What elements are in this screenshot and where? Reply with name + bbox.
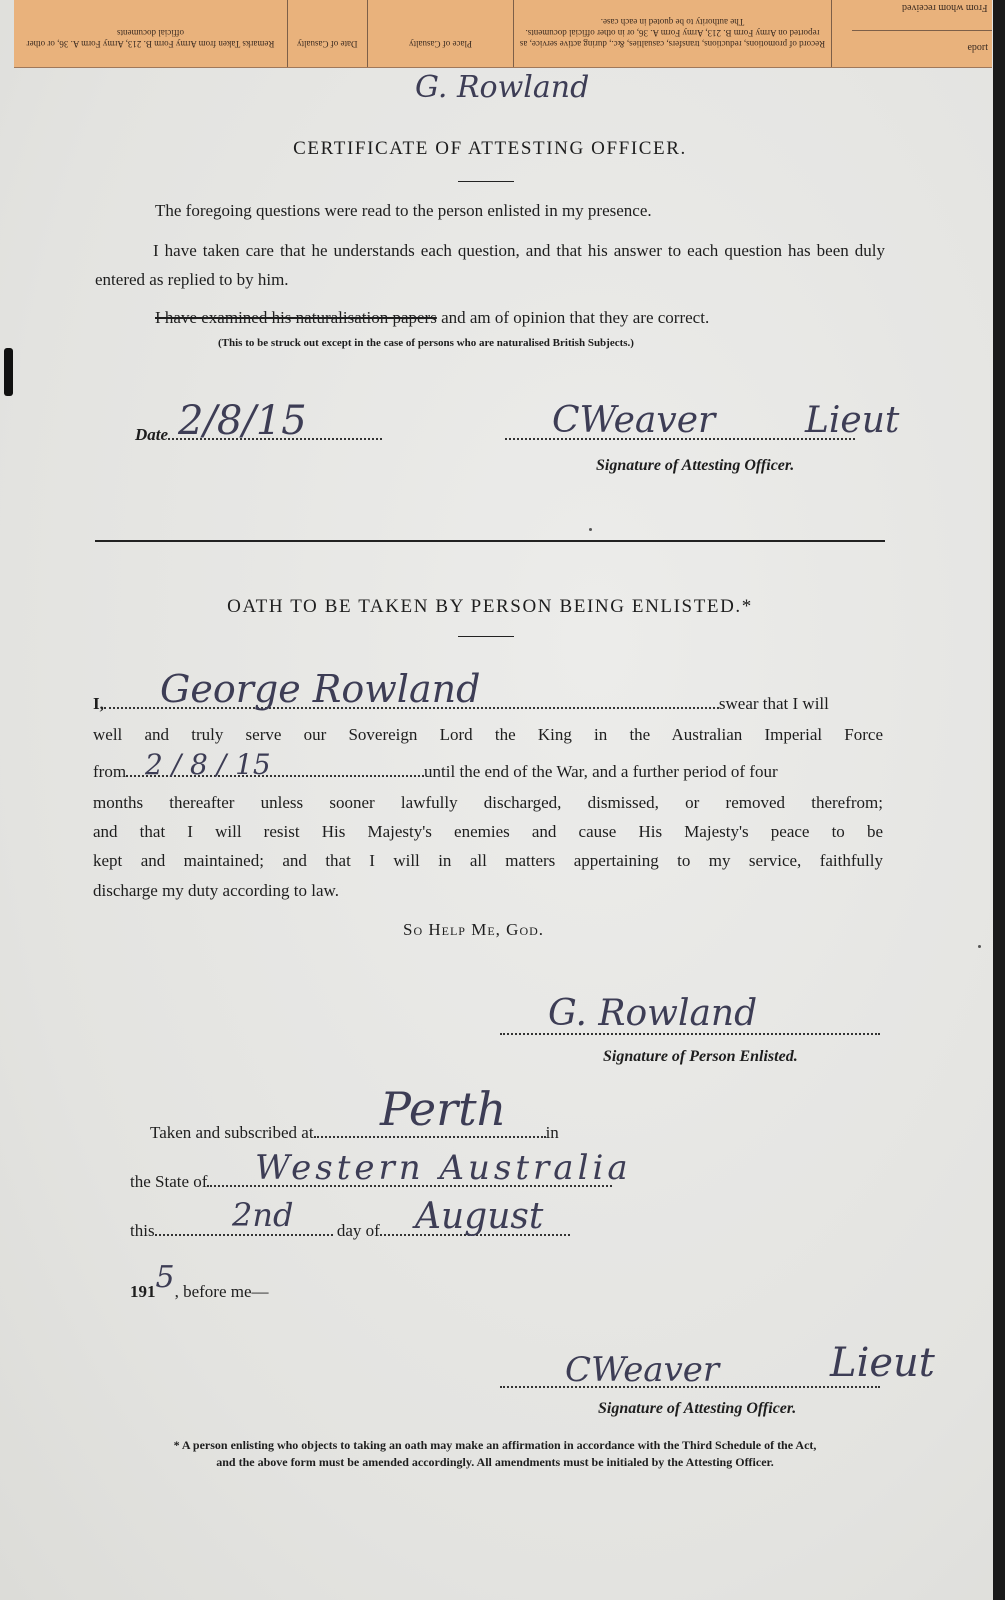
certificate-paragraph-1: The foregoing questions were read to the person enlisted in my presence. [155, 201, 652, 220]
title-rule [458, 181, 514, 182]
header-from-whom: From whom received [902, 2, 988, 13]
day-line: this day of [130, 1221, 570, 1241]
handwritten-officer-signature-1: CWeaver [552, 400, 716, 441]
state-line: the State of [130, 1172, 612, 1192]
header-cell-date: Date of Casualty [288, 0, 368, 67]
page-edge [993, 0, 1005, 1600]
taken-subscribed-line: Taken and subscribed at in [150, 1123, 559, 1142]
header-divider [852, 30, 992, 31]
handwritten-enlistee-name: George Rowland [160, 667, 481, 711]
oath-line-6: kept and maintained; and that I will in all matters appertaining to my service, faithfully [93, 851, 883, 870]
certificate-paragraph-3 [155, 303, 895, 332]
oath-line-2: well and truly serve our Sovereign Lord the King in the Australian Imperial Force [93, 725, 883, 744]
handwritten-place: Perth [380, 1082, 507, 1136]
handwritten-officer-rank-2: Lieut [830, 1340, 935, 1386]
certificate-title: CERTIFICATE OF ATTESTING OFFICER. [293, 138, 687, 159]
paragraph-3-rest: and am of opinion that they are correct. [436, 308, 710, 327]
handwritten-day: 2nd [232, 1196, 294, 1234]
year-line: 1915, before me— [130, 1260, 269, 1301]
handwritten-officer-rank-1: Lieut [805, 400, 900, 441]
header-cell-record: Record of promotions, reductions, transfers, casualties, &c., during active service, as reported on Army Form B. 213, Army Form A. 36, or in other official documents. The authority to be quoted in each case. [514, 0, 832, 67]
date-label: Date [135, 425, 169, 444]
header-cell-remarks: Remarks Taken from Army Form B. 213, Army Form A. 36, or other official documents [14, 0, 288, 67]
handwritten-enlisted-signature: G. Rowland [548, 993, 758, 1034]
oath-line-7: discharge my duty according to law. [93, 881, 339, 900]
handwritten-state: Western Australia [255, 1148, 632, 1188]
attesting-officer-caption-1: Signature of Attesting Officer. [596, 457, 795, 474]
oath-title-rule [458, 636, 514, 637]
handwritten-month: August [415, 1196, 544, 1237]
oath-title: OATH TO BE TAKEN BY PERSON BEING ENLISTED.* [227, 596, 753, 617]
footnote-line-2: and the above form must be amended accordingly. All amendments must be initialed by the Attesting Officer. [216, 1455, 774, 1469]
binder-mark [4, 348, 13, 396]
section-divider [95, 540, 885, 542]
so-help-me-god: So Help Me, God. [403, 920, 545, 939]
handwritten-top-name: G. Rowland [415, 70, 590, 105]
certificate-paragraph-2: I have taken care that he understands each question, and that his answer to each question has been duly entered as replied to by him. [95, 241, 885, 289]
handwritten-year-digit: 5 [155, 1260, 175, 1295]
handwritten-from-date: 2 / 8 / 15 [145, 748, 271, 781]
header-report: eport [967, 42, 988, 53]
person-enlisted-caption: Signature of Person Enlisted. [603, 1048, 798, 1065]
attesting-officer-caption-2: Signature of Attesting Officer. [598, 1400, 797, 1417]
oath-line-3: from until the end of the War, and a further period of four [93, 762, 778, 781]
header-cell-place: Place of Casualty [368, 0, 514, 67]
handwritten-date: 2/8/15 [178, 398, 307, 444]
oath-line-5: and that I will resist His Majesty's enemies and cause His Majesty's peace to be [93, 822, 883, 841]
oath-line-1: I, swear that I will [93, 694, 829, 713]
naturalisation-note: (This to be struck out except in the case of persons who are naturalised British Subjects.) [218, 337, 634, 349]
header-strip [14, 0, 992, 68]
footnote [80, 1437, 910, 1471]
oath-line-4: months thereafter unless sooner lawfully discharged, dismissed, or removed therefrom; [93, 793, 883, 812]
struck-text: I have examined his naturalisation papers [155, 308, 437, 327]
footnote-line-1: * A person enlisting who objects to taking an oath may make an affirmation in accordance with the Third Schedule of the Act, [173, 1438, 817, 1452]
handwritten-officer-signature-2: CWeaver [565, 1350, 720, 1390]
